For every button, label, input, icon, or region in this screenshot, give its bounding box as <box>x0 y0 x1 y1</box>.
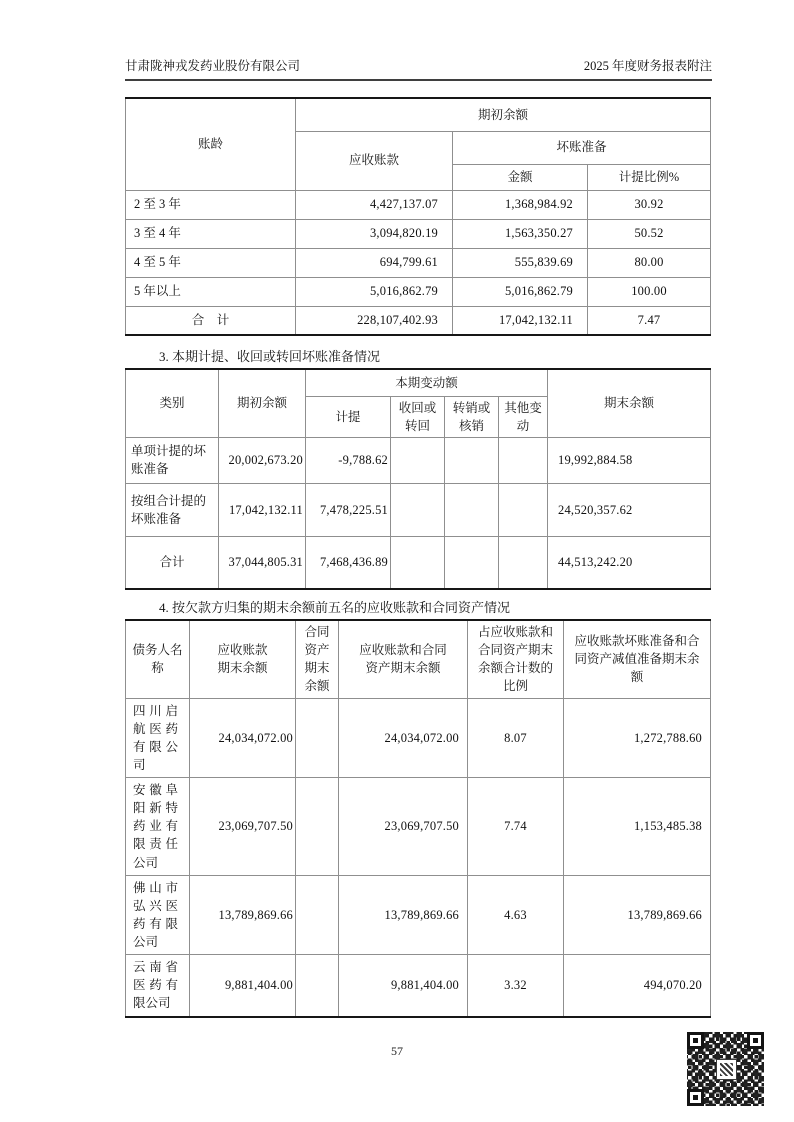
column-header-ratio: 占应收账款和合同资产期末余额合计数的比例 <box>468 620 564 698</box>
cell-amount: 555,839.69 <box>453 248 588 277</box>
cell-ratio: 7.47 <box>588 306 711 335</box>
column-header-bad-debt-provision: 坏账准备 <box>453 131 711 164</box>
cell-amount: 17,042,132.11 <box>453 306 588 335</box>
cell-accrual: 7,468,436.89 <box>306 536 391 589</box>
cell-debtor-name: 佛山市弘兴医药有限公司 <box>126 875 190 955</box>
cell-ending: 24,520,357.62 <box>548 483 711 536</box>
column-header-ratio: 计提比例% <box>588 164 711 190</box>
column-header-accrual: 计提 <box>306 396 391 437</box>
cell-ratio: 80.00 <box>588 248 711 277</box>
cell-aging-total: 合 计 <box>126 306 296 335</box>
cell-contract-asset <box>296 955 339 1017</box>
cell-beginning: 17,042,132.11 <box>219 483 306 536</box>
column-header-amount: 金额 <box>453 164 588 190</box>
cell-contract-asset <box>296 875 339 955</box>
qr-finder-top-left-icon <box>687 1032 704 1049</box>
table-row <box>126 219 711 248</box>
cell-other <box>499 536 548 589</box>
qr-code-image <box>687 1032 764 1106</box>
table-row <box>126 778 711 876</box>
column-header-beginning-balance: 期初余额 <box>219 369 306 437</box>
cell-ending: 44,513,242.20 <box>548 536 711 589</box>
column-header-debtor-name: 债务人名称 <box>126 620 190 698</box>
cell-category: 按组合计提的坏账准备 <box>126 483 219 536</box>
cell-amount: 1,368,984.92 <box>453 190 588 219</box>
cell-amount: 5,016,862.79 <box>453 277 588 306</box>
provision-movement-table <box>125 368 711 590</box>
cell-aging: 2 至 3 年 <box>126 190 296 219</box>
column-header-writeoff: 转销或核销 <box>445 396 499 437</box>
section-3-title: 3. 本期计提、收回或转回坏账准备情况 <box>159 349 381 364</box>
cell-combined-ending: 23,069,707.50 <box>339 778 468 876</box>
table-row <box>126 248 711 277</box>
column-header-contract-asset-ending: 合同资产期末余额 <box>296 620 339 698</box>
table-row <box>126 483 711 536</box>
cell-ratio: 30.92 <box>588 190 711 219</box>
section-4-title: 4. 按欠款方归集的期末余额前五名的应收账款和合同资产情况 <box>159 600 511 615</box>
cell-writeoff <box>445 536 499 589</box>
cell-aging: 5 年以上 <box>126 277 296 306</box>
table-row-total <box>126 306 711 335</box>
column-header-provision-ending: 应收账款坏账准备和合同资产减值准备期末余额 <box>564 620 711 698</box>
table-row-total <box>126 536 711 589</box>
table-row <box>126 437 711 483</box>
cell-ar-ending: 9,881,404.00 <box>190 955 296 1017</box>
cell-debtor-name: 安徽阜阳新特药业有限责任公司 <box>126 778 190 876</box>
cell-ratio: 8.07 <box>468 698 564 778</box>
column-header-recover-or-reverse: 收回或转回 <box>391 396 445 437</box>
cell-ar: 5,016,862.79 <box>296 277 453 306</box>
table-row <box>126 698 711 778</box>
cell-ar-ending: 13,789,869.66 <box>190 875 296 955</box>
column-header-accounts-receivable: 应收账款 <box>296 131 453 190</box>
cell-combined-ending: 24,034,072.00 <box>339 698 468 778</box>
page-header <box>125 56 712 81</box>
cell-combined-ending: 9,881,404.00 <box>339 955 468 1017</box>
header-doc-title: 2025 年度财务报表附注 <box>583 59 712 73</box>
table-row <box>126 277 711 306</box>
column-header-other-change: 其他变动 <box>499 396 548 437</box>
cell-ratio: 100.00 <box>588 277 711 306</box>
cell-debtor-name: 云南省医药有限公司 <box>126 955 190 1017</box>
cell-ar: 228,107,402.93 <box>296 306 453 335</box>
cell-provision-ending: 13,789,869.66 <box>564 875 711 955</box>
table-row <box>126 190 711 219</box>
cell-aging: 3 至 4 年 <box>126 219 296 248</box>
qr-center-logo-icon <box>716 1059 737 1080</box>
cell-ratio: 50.52 <box>588 219 711 248</box>
cell-combined-ending: 13,789,869.66 <box>339 875 468 955</box>
cell-category: 单项计提的坏账准备 <box>126 437 219 483</box>
cell-amount: 1,563,350.27 <box>453 219 588 248</box>
cell-contract-asset <box>296 778 339 876</box>
page-number: 57 <box>391 1044 403 1058</box>
qr-finder-bottom-left-icon <box>687 1089 704 1106</box>
table-row <box>126 955 711 1017</box>
cell-ratio: 4.63 <box>468 875 564 955</box>
cell-category-total: 合计 <box>126 536 219 589</box>
column-header-ending-balance: 期末余额 <box>548 369 711 437</box>
cell-ar: 4,427,137.07 <box>296 190 453 219</box>
header-company-name: 甘肃陇神戎发药业股份有限公司 <box>125 59 301 73</box>
qr-finder-top-right-icon <box>747 1032 764 1049</box>
cell-other <box>499 437 548 483</box>
cell-recover <box>391 536 445 589</box>
cell-accrual: 7,478,225.51 <box>306 483 391 536</box>
cell-recover <box>391 437 445 483</box>
cell-aging: 4 至 5 年 <box>126 248 296 277</box>
column-header-aging: 账龄 <box>126 98 296 190</box>
column-header-current-change: 本期变动额 <box>306 369 548 396</box>
cell-writeoff <box>445 483 499 536</box>
cell-ar: 3,094,820.19 <box>296 219 453 248</box>
cell-ar-ending: 23,069,707.50 <box>190 778 296 876</box>
column-header-category: 类别 <box>126 369 219 437</box>
cell-provision-ending: 1,272,788.60 <box>564 698 711 778</box>
cell-accrual: -9,788.62 <box>306 437 391 483</box>
cell-beginning: 37,044,805.31 <box>219 536 306 589</box>
cell-writeoff <box>445 437 499 483</box>
cell-other <box>499 483 548 536</box>
column-header-beginning-balance: 期初余额 <box>296 98 711 131</box>
table-row <box>126 875 711 955</box>
cell-beginning: 20,002,673.20 <box>219 437 306 483</box>
cell-ar: 694,799.61 <box>296 248 453 277</box>
top-debtors-table <box>125 619 711 1018</box>
cell-debtor-name: 四川启航医药有限公司 <box>126 698 190 778</box>
aging-table <box>125 97 711 336</box>
cell-recover <box>391 483 445 536</box>
cell-ratio: 7.74 <box>468 778 564 876</box>
column-header-ar-ending: 应收账款期末余额 <box>217 643 268 676</box>
column-header-combined-ending: 应收账款和合同资产期末余额 <box>339 620 468 698</box>
cell-ratio: 3.32 <box>468 955 564 1017</box>
cell-provision-ending: 494,070.20 <box>564 955 711 1017</box>
cell-ar-ending: 24,034,072.00 <box>190 698 296 778</box>
cell-contract-asset <box>296 698 339 778</box>
cell-ending: 19,992,884.58 <box>548 437 711 483</box>
cell-provision-ending: 1,153,485.38 <box>564 778 711 876</box>
